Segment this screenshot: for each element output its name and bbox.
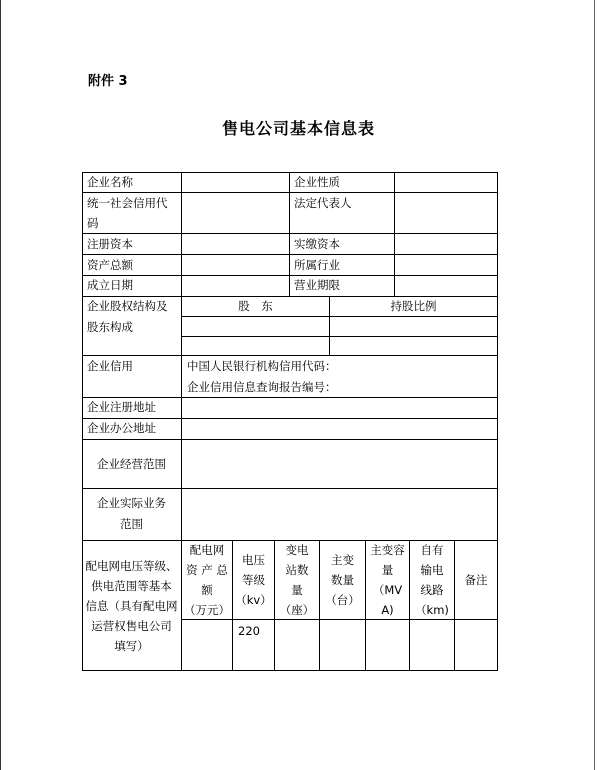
label-credit-code-cont: 码 bbox=[87, 216, 99, 230]
label-company-type: 企业性质 bbox=[294, 175, 340, 189]
header-transformers: 数量 bbox=[331, 573, 354, 587]
label-founded: 成立日期 bbox=[87, 278, 133, 292]
header-voltage: （kv） bbox=[235, 593, 272, 607]
table-rule bbox=[289, 172, 290, 296]
table-rule bbox=[454, 540, 455, 671]
header-voltage: 等级 bbox=[242, 573, 265, 587]
label-paid-capital: 实缴资本 bbox=[294, 237, 340, 251]
header-substations: （座） bbox=[279, 603, 315, 617]
header-substations: 站数 bbox=[285, 563, 309, 577]
header-shareholder: 股 东 bbox=[238, 299, 273, 313]
header-transformers: 主变 bbox=[331, 553, 354, 567]
header-lines: 输电 bbox=[420, 563, 444, 577]
table-rule bbox=[82, 233, 498, 234]
header-substations: 量 bbox=[291, 583, 303, 597]
header-remarks: 备注 bbox=[464, 573, 488, 587]
header-assets: （万元） bbox=[184, 603, 230, 617]
table-rule bbox=[82, 275, 498, 276]
label-grid-info: 填写） bbox=[114, 639, 149, 653]
label-credit-code: 统一社会信用代 bbox=[87, 196, 168, 210]
label-grid-info: 供电范围等基本 bbox=[91, 579, 172, 593]
label-grid-info: 配电网电压等级、 bbox=[85, 559, 178, 573]
label-actual-biz: 企业实际业务 bbox=[97, 496, 166, 510]
header-share-ratio: 持股比例 bbox=[390, 299, 437, 313]
table-rule bbox=[82, 670, 498, 671]
label-business-term: 营业期限 bbox=[294, 278, 340, 292]
label-total-assets: 资产总额 bbox=[87, 258, 133, 272]
label-credit-report: 企业信用信息查询报告编号： bbox=[187, 380, 337, 394]
table-rule bbox=[181, 336, 498, 337]
table-rule bbox=[82, 439, 498, 440]
header-assets: 配电网 bbox=[189, 543, 225, 557]
label-credit: 企业信用 bbox=[87, 359, 133, 373]
attachment-label: 附件 3 bbox=[88, 74, 128, 89]
header-voltage: 电压 bbox=[242, 553, 265, 567]
label-office-address: 企业办公地址 bbox=[87, 421, 156, 435]
header-capacity: 量 bbox=[381, 563, 394, 577]
value-voltage: 220 bbox=[238, 624, 260, 638]
table-rule bbox=[497, 172, 498, 671]
label-industry: 所属行业 bbox=[294, 258, 340, 272]
header-lines: 线路 bbox=[420, 583, 444, 597]
info-form-table bbox=[82, 172, 498, 671]
header-substations: 变电 bbox=[285, 543, 309, 557]
table-rule bbox=[181, 316, 498, 317]
label-biz-scope: 企业经营范围 bbox=[97, 457, 166, 471]
header-lines: （km) bbox=[415, 603, 449, 617]
label-grid-info: 信息（具有配电网 bbox=[85, 599, 178, 613]
label-pboc-code: 中国人民银行机构信用代码： bbox=[187, 359, 337, 373]
label-company-name: 企业名称 bbox=[87, 175, 133, 189]
page-title: 售电公司基本信息表 bbox=[221, 119, 375, 138]
label-grid-info: 运营权售电公司 bbox=[91, 619, 172, 633]
table-rule bbox=[82, 488, 498, 489]
label-legal-rep: 法定代表人 bbox=[294, 196, 352, 210]
header-capacity: A) bbox=[381, 603, 394, 617]
header-capacity: （MV bbox=[372, 583, 403, 597]
table-rule bbox=[82, 254, 498, 255]
header-lines: 自有 bbox=[420, 543, 444, 557]
header-assets: 资 产 总 bbox=[186, 563, 228, 577]
label-registered-capital: 注册资本 bbox=[87, 237, 133, 251]
label-equity-cont: 股东构成 bbox=[87, 320, 133, 334]
label-reg-address: 企业注册地址 bbox=[87, 400, 156, 414]
table-rule bbox=[394, 172, 395, 296]
table-rule bbox=[82, 172, 498, 173]
header-capacity: 主变容 bbox=[370, 543, 405, 557]
label-equity: 企业股权结构及 bbox=[87, 299, 168, 313]
header-assets: 额 bbox=[201, 583, 213, 597]
header-transformers: （台） bbox=[325, 593, 360, 607]
label-actual-biz-cont: 范围 bbox=[120, 517, 143, 531]
